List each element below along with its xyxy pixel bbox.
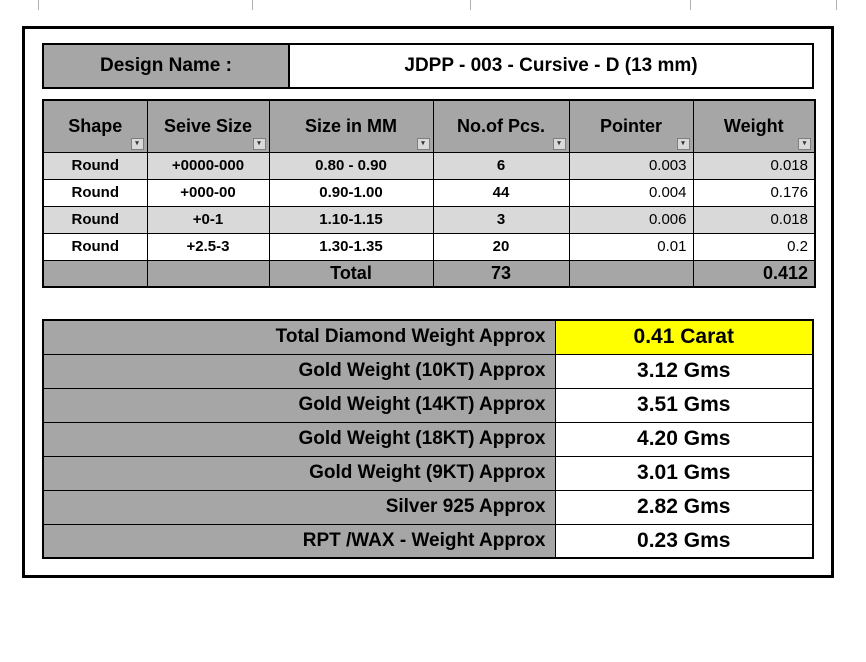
summary-value-rpt-wax: 0.23 Gms <box>555 524 813 558</box>
total-label: Total <box>269 260 433 287</box>
header-label-seive-size: Seive Size <box>163 115 253 136</box>
filter-icon-no-of-pcs[interactable]: ▾ <box>553 138 566 150</box>
table-row <box>43 152 815 179</box>
cell-shape: Round <box>43 206 147 233</box>
cell-weight: 0.018 <box>693 206 815 233</box>
filter-icon-pointer[interactable]: ▾ <box>677 138 690 150</box>
cell-pcs: 20 <box>433 233 569 260</box>
header-label-size-in-mm: Size in MM <box>304 115 397 136</box>
cell-seive: +2.5-3 <box>147 233 269 260</box>
cell-size: 1.10-1.15 <box>269 206 433 233</box>
summary-value-total-diamond-weight: 0.41 Carat <box>555 320 813 354</box>
cell-size: 1.30-1.35 <box>269 233 433 260</box>
summary-row <box>43 388 813 422</box>
total-blank-seive <box>147 260 269 287</box>
cell-size: 0.80 - 0.90 <box>269 152 433 179</box>
cell-seive: +000-00 <box>147 179 269 206</box>
summary-label-gold-14kt: Gold Weight (14KT) Approx <box>43 388 555 422</box>
table-header <box>43 100 815 152</box>
cell-weight: 0.176 <box>693 179 815 206</box>
cell-pcs: 6 <box>433 152 569 179</box>
cell-pointer: 0.006 <box>569 206 693 233</box>
table-total-row <box>43 260 815 287</box>
cell-weight: 0.2 <box>693 233 815 260</box>
total-weight: 0.412 <box>693 260 815 287</box>
summary-row <box>43 320 813 354</box>
design-name-value: JDPP - 003 - Cursive - D (13 mm) <box>289 44 813 88</box>
summary-label-gold-18kt: Gold Weight (18KT) Approx <box>43 422 555 456</box>
header-label-weight: Weight <box>723 115 784 136</box>
summary-table <box>42 319 814 559</box>
header-label-shape: Shape <box>68 115 123 136</box>
total-blank-shape <box>43 260 147 287</box>
cell-seive: +0000-000 <box>147 152 269 179</box>
column-header-seive-size <box>147 100 269 152</box>
summary-label-silver-925: Silver 925 Approx <box>43 490 555 524</box>
cell-pcs: 3 <box>433 206 569 233</box>
design-name-row <box>43 44 813 88</box>
cell-shape: Round <box>43 233 147 260</box>
summary-value-gold-10kt: 3.12 Gms <box>555 354 813 388</box>
header-label-no-of-pcs: No.of Pcs. <box>456 115 545 136</box>
column-header-no-of-pcs <box>433 100 569 152</box>
diamond-details-table <box>42 99 816 288</box>
summary-label-gold-10kt: Gold Weight (10KT) Approx <box>43 354 555 388</box>
summary-row <box>43 456 813 490</box>
summary-value-silver-925: 2.82 Gms <box>555 490 813 524</box>
design-name-label: Design Name : <box>43 44 289 88</box>
table-row <box>43 233 815 260</box>
summary-label-rpt-wax: RPT /WAX - Weight Approx <box>43 524 555 558</box>
header-label-pointer: Pointer <box>599 115 662 136</box>
cell-weight: 0.018 <box>693 152 815 179</box>
total-blank-pointer <box>569 260 693 287</box>
column-header-pointer <box>569 100 693 152</box>
header-row <box>43 100 815 152</box>
cell-pointer: 0.003 <box>569 152 693 179</box>
summary-value-gold-9kt: 3.01 Gms <box>555 456 813 490</box>
cell-pcs: 44 <box>433 179 569 206</box>
filter-icon-weight[interactable]: ▾ <box>798 138 811 150</box>
summary-value-gold-14kt: 3.51 Gms <box>555 388 813 422</box>
summary-row <box>43 490 813 524</box>
filter-icon-seive-size[interactable]: ▾ <box>253 138 266 150</box>
summary-row <box>43 354 813 388</box>
cell-shape: Round <box>43 179 147 206</box>
column-header-weight <box>693 100 815 152</box>
cell-seive: +0-1 <box>147 206 269 233</box>
filter-icon-shape[interactable]: ▾ <box>131 138 144 150</box>
summary-row <box>43 422 813 456</box>
filter-icon-size-in-mm[interactable]: ▾ <box>417 138 430 150</box>
table-body <box>43 152 815 287</box>
column-header-size-in-mm <box>269 100 433 152</box>
summary-value-gold-18kt: 4.20 Gms <box>555 422 813 456</box>
summary-label-total-diamond-weight: Total Diamond Weight Approx <box>43 320 555 354</box>
cell-pointer: 0.004 <box>569 179 693 206</box>
column-separators <box>0 0 866 10</box>
table-row <box>43 206 815 233</box>
summary-label-gold-9kt: Gold Weight (9KT) Approx <box>43 456 555 490</box>
summary-row <box>43 524 813 558</box>
design-name-table <box>42 43 814 89</box>
total-pcs: 73 <box>433 260 569 287</box>
report-frame <box>22 26 834 578</box>
cell-shape: Round <box>43 152 147 179</box>
cell-pointer: 0.01 <box>569 233 693 260</box>
table-row <box>43 179 815 206</box>
cell-size: 0.90-1.00 <box>269 179 433 206</box>
column-header-shape <box>43 100 147 152</box>
